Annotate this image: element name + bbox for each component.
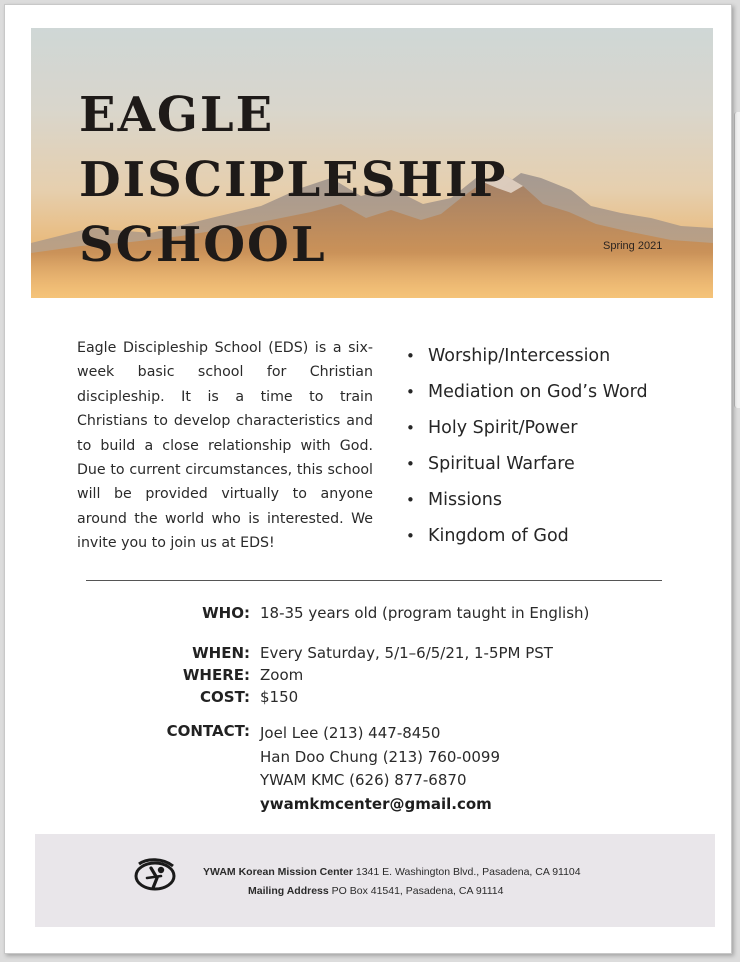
who-row	[0, 604, 740, 628]
adjacent-page-edge	[734, 112, 740, 408]
bullet-icon: •	[406, 455, 415, 473]
contact-email: ywamkmcenter@gmail.com	[260, 794, 492, 813]
where-label: WHERE:	[182, 666, 250, 684]
topic-item	[406, 374, 648, 410]
mailing-label: Mailing Address	[248, 885, 329, 897]
topic-label: Worship/Intercession	[428, 346, 611, 366]
footer-bar	[35, 834, 715, 927]
bullet-icon: •	[406, 527, 415, 545]
footer-mailing-line	[248, 885, 503, 897]
page-title	[79, 83, 507, 278]
title-line-2: DISCIPLESHIP	[79, 152, 508, 208]
header-banner	[31, 28, 713, 298]
cost-value: $150	[260, 688, 299, 706]
org-name: YWAM Korean Mission Center	[203, 866, 353, 878]
topic-item	[406, 410, 648, 446]
where-row	[0, 666, 740, 690]
intro-paragraph: Eagle Discipleship School (EDS) is a six-week basic school for Christian discipleship. It is a time to train Christians to develop characteristics and to build a close relationship with God. Due to current circumstances, this school will be provided virtually to anyone around the world who is interested. We invite you to join us at EDS!	[77, 340, 373, 552]
when-row	[0, 644, 740, 668]
contact-list	[260, 722, 500, 816]
bullet-icon: •	[406, 491, 415, 509]
who-label: WHO:	[202, 604, 250, 622]
topic-item	[406, 518, 648, 554]
topic-label: Holy Spirit/Power	[428, 418, 578, 438]
ywam-logo-icon	[133, 856, 179, 896]
org-address: 1341 E. Washington Blvd., Pasadena, CA 91104	[355, 866, 581, 878]
topic-label: Kingdom of God	[428, 526, 569, 546]
topic-item	[406, 446, 648, 482]
cost-row	[0, 688, 740, 712]
topic-item	[406, 482, 648, 518]
topic-item	[406, 338, 648, 374]
contact-line: YWAM KMC (626) 877-6870	[260, 771, 467, 789]
season-label: Spring 2021	[603, 240, 663, 252]
topic-label: Mediation on God’s Word	[428, 382, 648, 402]
topic-label: Missions	[428, 490, 502, 510]
mailing-address: PO Box 41541, Pasadena, CA 91114	[331, 885, 504, 897]
bullet-icon: •	[406, 347, 415, 365]
when-value: Every Saturday, 5/1–6/5/21, 1-5PM PST	[260, 644, 553, 662]
where-value: Zoom	[260, 666, 304, 684]
contact-line: Joel Lee (213) 447-8450	[260, 724, 441, 742]
title-line-1: EAGLE	[79, 87, 275, 143]
title-line-3: SCHOOL	[79, 217, 327, 273]
when-label: WHEN:	[192, 644, 250, 662]
topics-list	[406, 338, 648, 554]
topic-label: Spiritual Warfare	[428, 454, 575, 474]
footer-address-line	[203, 866, 581, 878]
bullet-icon: •	[406, 419, 415, 437]
contact-label: CONTACT:	[166, 722, 250, 740]
contact-line: Han Doo Chung (213) 760-0099	[260, 747, 501, 766]
cost-label: COST:	[200, 688, 250, 706]
who-value: 18-35 years old (program taught in English)	[260, 604, 590, 622]
section-divider	[86, 580, 662, 581]
bullet-icon: •	[406, 383, 415, 401]
